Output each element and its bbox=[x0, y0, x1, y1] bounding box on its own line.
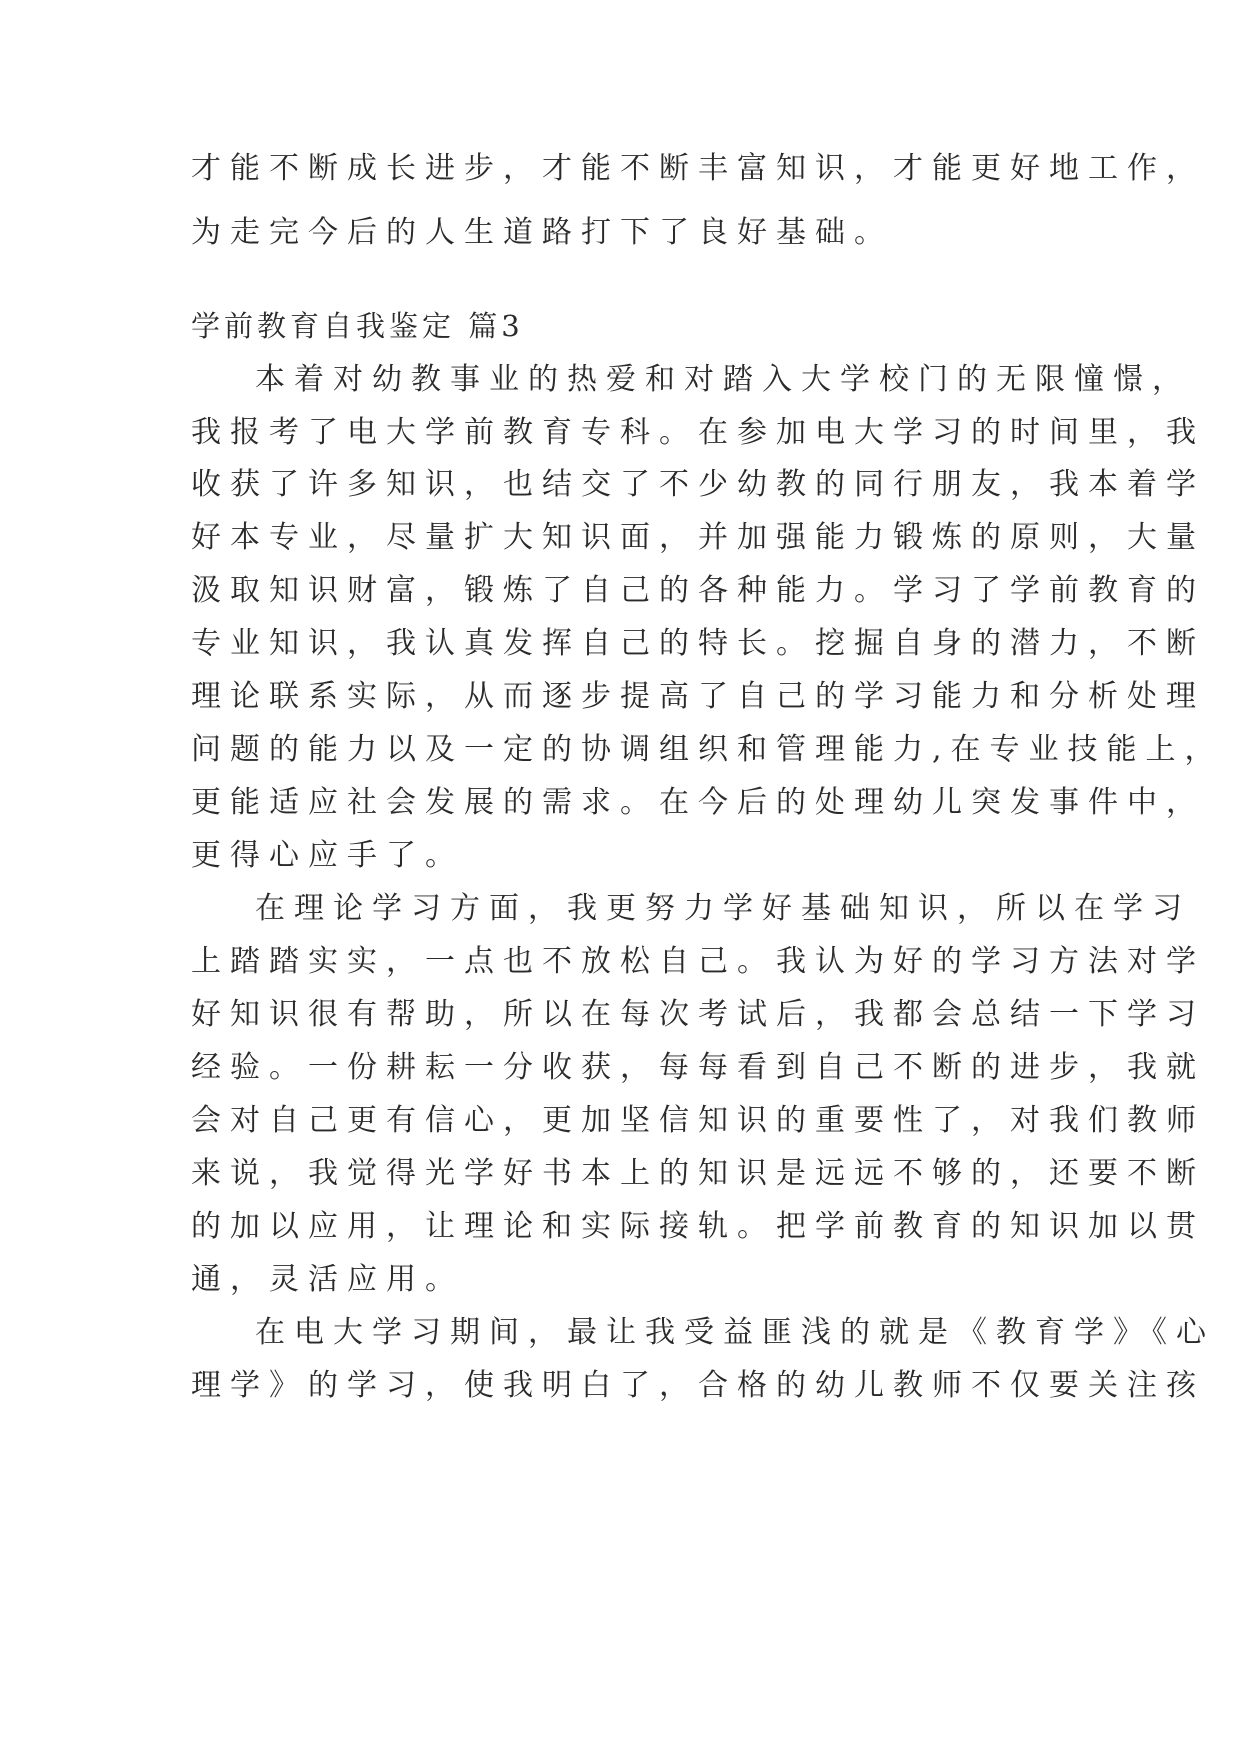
text-line: 来说，我觉得光学好书本上的知识是远远不够的，还要不断 bbox=[191, 1156, 1205, 1191]
text-line: 通，灵活应用。 bbox=[191, 1262, 464, 1297]
text-line: 专业知识，我认真发挥自己的特长。挖掘自身的潜力，不断 bbox=[191, 626, 1205, 661]
text-line: 更能适应社会发展的需求。在今后的处理幼儿突发事件中， bbox=[191, 785, 1205, 820]
text-line: 会对自己更有信心，更加坚信知识的重要性了，对我们教师 bbox=[191, 1103, 1205, 1138]
text-line: 的加以应用，让理论和实际接轨。把学前教育的知识加以贯 bbox=[191, 1209, 1205, 1244]
text-line: 问题的能力以及一定的协调组织和管理能力,在专业技能上， bbox=[191, 732, 1224, 767]
text-line: 理学》的学习，使我明白了，合格的幼儿教师不仅要关注孩 bbox=[191, 1368, 1205, 1403]
text-line: 在理论学习方面，我更努力学好基础知识，所以在学习 bbox=[255, 891, 1191, 926]
text-line: 才能不断成长进步，才能不断丰富知识，才能更好地工作， bbox=[191, 151, 1205, 186]
text-line: 收获了许多知识，也结交了不少幼教的同行朋友，我本着学 bbox=[191, 467, 1205, 502]
section-heading: 学前教育自我鉴定 篇3 bbox=[191, 309, 524, 343]
text-line: 经验。一份耕耘一分收获，每每看到自己不断的进步，我就 bbox=[191, 1050, 1205, 1085]
text-line: 上踏踏实实，一点也不放松自己。我认为好的学习方法对学 bbox=[191, 944, 1205, 979]
text-line: 好知识很有帮助，所以在每次考试后，我都会总结一下学习 bbox=[191, 997, 1205, 1032]
text-line: 汲取知识财富，锻炼了自己的各种能力。学习了学前教育的 bbox=[191, 573, 1205, 608]
text-line: 我报考了电大学前教育专科。在参加电大学习的时间里，我 bbox=[191, 415, 1205, 450]
text-line: 为走完今后的人生道路打下了良好基础。 bbox=[191, 215, 893, 250]
text-line: 好本专业，尽量扩大知识面，并加强能力锻炼的原则，大量 bbox=[191, 520, 1205, 555]
text-line: 理论联系实际，从而逐步提高了自己的学习能力和分析处理 bbox=[191, 679, 1205, 714]
text-line: 在电大学习期间，最让我受益匪浅的就是《教育学》《心 bbox=[255, 1315, 1215, 1350]
text-line: 更得心应手了。 bbox=[191, 838, 464, 873]
text-line: 本着对幼教事业的热爱和对踏入大学校门的无限憧憬， bbox=[255, 362, 1191, 397]
